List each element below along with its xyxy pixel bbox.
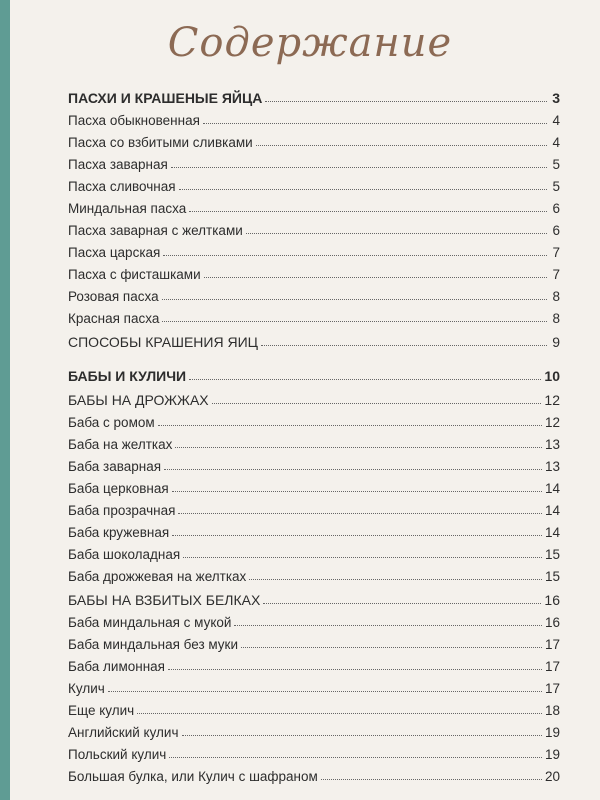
dot-leader xyxy=(321,779,542,780)
toc-page-number: 14 xyxy=(544,525,560,540)
dot-leader xyxy=(212,403,542,404)
toc-entry-title: Пасха обыкновенная xyxy=(68,113,200,128)
dot-leader xyxy=(189,379,541,380)
toc-page-number: 8 xyxy=(552,311,560,326)
toc-entry-title: СПОСОБЫ КРАШЕНИЯ ЯИЦ xyxy=(68,334,258,350)
dot-leader xyxy=(263,603,541,604)
toc-entry-title: Пасха сливочная xyxy=(68,179,176,194)
toc-entry-title: Баба дрожжевая на желтках xyxy=(68,569,247,584)
toc-page-number: 3 xyxy=(552,90,560,106)
toc-page-number: 14 xyxy=(544,481,560,496)
toc-page-number: 20 xyxy=(544,769,560,784)
toc-entry-title: Баба церковная xyxy=(68,481,169,496)
toc-page-number: 17 xyxy=(544,659,560,674)
toc-entry-title: Миндальная пасха xyxy=(68,201,187,216)
toc-entry-row xyxy=(68,260,560,282)
toc-entry-title: Баба лимонная xyxy=(68,659,165,674)
toc-entry-row xyxy=(68,474,560,496)
toc-entry-row xyxy=(68,652,560,674)
toc-entry-row xyxy=(68,106,560,128)
toc-entry-title: Баба миндальная с мукой xyxy=(68,615,232,630)
toc-page-number: 16 xyxy=(544,615,560,630)
toc-page-number: 8 xyxy=(552,289,560,304)
toc-entry-row xyxy=(68,718,560,740)
toc-entry-title: Пасха царская xyxy=(68,245,161,260)
toc-section-row xyxy=(68,384,560,408)
toc-page-number: 7 xyxy=(552,245,560,260)
dot-leader xyxy=(204,277,547,278)
toc-page-number: 12 xyxy=(544,415,560,430)
toc-entry-row xyxy=(68,608,560,630)
dot-leader xyxy=(168,669,542,670)
toc-page-number: 14 xyxy=(544,503,560,518)
toc-page-number: 18 xyxy=(544,703,560,718)
toc-entry-title: Баба прозрачная xyxy=(68,503,176,518)
toc-page-number: 6 xyxy=(552,223,560,238)
toc-page-number: 15 xyxy=(544,569,560,584)
dot-leader xyxy=(178,513,542,514)
dot-leader xyxy=(172,535,542,536)
toc-entry-row xyxy=(68,630,560,652)
toc-page-number: 4 xyxy=(552,113,560,128)
dot-leader xyxy=(158,425,542,426)
toc-entry-row xyxy=(68,540,560,562)
toc-entry-row xyxy=(68,304,560,326)
section-gap xyxy=(68,350,560,360)
toc-page-number: 12 xyxy=(544,392,560,408)
toc-page-number: 10 xyxy=(544,368,560,384)
dot-leader xyxy=(108,691,542,692)
toc-entry-row xyxy=(68,430,560,452)
toc-entry-title: Розовая пасха xyxy=(68,289,159,304)
toc-entry-row xyxy=(68,172,560,194)
toc-page-number: 19 xyxy=(544,747,560,762)
toc-entry-row xyxy=(68,696,560,718)
dot-leader xyxy=(246,233,547,234)
toc-section-row xyxy=(68,584,560,608)
dot-leader xyxy=(256,145,547,146)
toc-page-number: 6 xyxy=(552,201,560,216)
toc-entry-title: Кулич xyxy=(68,681,105,696)
toc-chapter-row xyxy=(68,360,560,384)
dot-leader xyxy=(171,167,547,168)
toc-entry-title: Красная пасха xyxy=(68,311,160,326)
toc-chapter-row xyxy=(68,82,560,106)
toc-entry-title: Пасха заварная xyxy=(68,157,168,172)
toc-page-number: 16 xyxy=(544,592,560,608)
toc-page-number: 13 xyxy=(544,459,560,474)
dot-leader xyxy=(162,299,547,300)
toc-entry-row xyxy=(68,518,560,540)
toc-page-number: 15 xyxy=(544,547,560,562)
toc-entry-title: Большая булка, или Кулич с шафраном xyxy=(68,769,318,784)
toc-page-number: 7 xyxy=(552,267,560,282)
toc-entry-row xyxy=(68,128,560,150)
toc-page-number: 19 xyxy=(544,725,560,740)
dot-leader xyxy=(137,713,542,714)
dot-leader xyxy=(189,211,547,212)
toc-entry-row xyxy=(68,238,560,260)
toc-page-number: 17 xyxy=(544,637,560,652)
dot-leader xyxy=(162,321,547,322)
toc-entry-title: Пасха с фисташками xyxy=(68,267,201,282)
toc-entry-title: Баба с ромом xyxy=(68,415,155,430)
page-title: Содержание xyxy=(167,20,453,66)
toc-entry-title: Пасха заварная с желтками xyxy=(68,223,243,238)
toc-entry-title: Баба шоколадная xyxy=(68,547,181,562)
toc-entry-row xyxy=(68,282,560,304)
toc-entry-title: Баба миндальная без муки xyxy=(68,637,239,652)
toc-entry-title: Баба на желтках xyxy=(68,437,173,452)
toc-entry-title: ПАСХИ И КРАШЕНЫЕ ЯЙЦА xyxy=(68,90,263,106)
toc-entry-row xyxy=(68,150,560,172)
toc-entry-row xyxy=(68,674,560,696)
toc-entry-row xyxy=(68,762,560,784)
toc-entry-title: Пасха со взбитыми сливками xyxy=(68,135,253,150)
dot-leader xyxy=(234,625,542,626)
toc-entry-title: Еще кулич xyxy=(68,703,135,718)
dot-leader xyxy=(169,757,542,758)
dot-leader xyxy=(265,101,547,102)
toc-entry-row xyxy=(68,194,560,216)
dot-leader xyxy=(163,255,547,256)
toc-page-number: 17 xyxy=(544,681,560,696)
dot-leader xyxy=(182,735,542,736)
dot-leader xyxy=(261,345,547,346)
toc-entry-row xyxy=(68,216,560,238)
toc-entry-title: БАБЫ И КУЛИЧИ xyxy=(68,368,187,384)
toc-entry-title: Баба кружевная xyxy=(68,525,170,540)
dot-leader xyxy=(241,647,542,648)
toc-entry-title: Баба заварная xyxy=(68,459,162,474)
toc-entry-title: БАБЫ НА ВЗБИТЫХ БЕЛКАХ xyxy=(68,592,261,608)
dot-leader xyxy=(249,579,542,580)
toc-page-number: 5 xyxy=(552,179,560,194)
dot-leader xyxy=(183,557,542,558)
dot-leader xyxy=(203,123,547,124)
toc-entry-row xyxy=(68,452,560,474)
toc-page-number: 9 xyxy=(552,334,560,350)
toc-page-number: 13 xyxy=(544,437,560,452)
dot-leader xyxy=(175,447,542,448)
toc-entry-row xyxy=(68,408,560,430)
toc-page-number: 4 xyxy=(552,135,560,150)
dot-leader xyxy=(164,469,542,470)
toc-entry-title: БАБЫ НА ДРОЖЖАХ xyxy=(68,392,209,408)
dot-leader xyxy=(179,189,547,190)
book-page xyxy=(10,0,600,800)
toc-entry-title: Польский кулич xyxy=(68,747,167,762)
toc-entry-row xyxy=(68,496,560,518)
toc-entry-row xyxy=(68,562,560,584)
toc-page-number: 5 xyxy=(552,157,560,172)
dot-leader xyxy=(172,491,542,492)
table-of-contents xyxy=(68,82,560,784)
toc-section-row xyxy=(68,326,560,350)
toc-entry-title: Английский кулич xyxy=(68,725,179,740)
toc-entry-row xyxy=(68,740,560,762)
